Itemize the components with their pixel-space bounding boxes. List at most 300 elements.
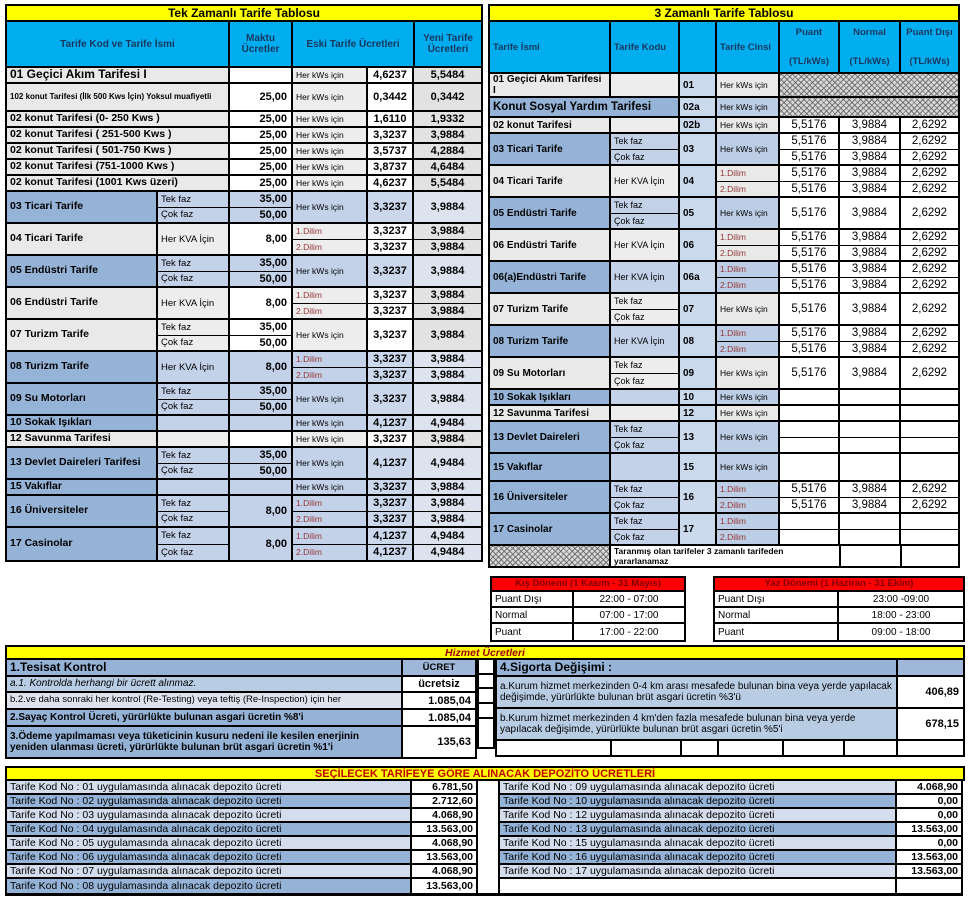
eski-column <box>368 320 414 350</box>
tariff-name-cell <box>7 224 158 254</box>
tariff-name-cell <box>490 166 611 196</box>
tariff-name: 17 Casinolar <box>10 537 73 550</box>
tariff-name: 10 Sokak Işıkları <box>493 391 571 403</box>
deposit-amount: 13.563,00 <box>897 823 961 835</box>
cins-cell: Her kWs için <box>293 144 366 158</box>
maktu-cell: 8,00 <box>230 496 291 526</box>
tariff-row <box>7 480 481 496</box>
faz-cell: Tek faz <box>611 134 678 149</box>
empty-cell <box>784 741 845 755</box>
header-puant <box>780 22 840 72</box>
faz-cell: Tek faz <box>611 358 678 373</box>
tariff-row <box>490 514 958 546</box>
maktu-cell: 50,00 <box>230 463 291 479</box>
cins-column <box>293 176 368 190</box>
normal-cell: 3,9884 <box>840 482 899 497</box>
eski-column <box>368 384 414 414</box>
disi-column <box>901 262 958 292</box>
cins-column <box>293 384 368 414</box>
deposit-amount: 13.563,00 <box>897 865 961 877</box>
eski-cell: 3,3237 <box>368 288 412 303</box>
service-fee: 135,63 <box>403 727 475 757</box>
hatch-cell <box>780 529 838 545</box>
period-time: 07:00 - 17:00 <box>599 609 659 621</box>
sub-cell: Çok faz <box>158 399 228 415</box>
code-cell: 03 <box>680 134 715 164</box>
rcins-column <box>717 390 780 404</box>
faz-column <box>611 134 680 164</box>
maktu-cell: 8,00 <box>230 528 291 560</box>
tariff-name: 01 Geçici Akım Tarifesi I <box>493 74 602 96</box>
uc-zamanli-header <box>490 22 958 74</box>
faz-cell <box>611 118 678 132</box>
normal-column <box>840 134 901 164</box>
tariff-name-cell <box>7 384 158 414</box>
tariff-name: 16 Üniversiteler <box>493 491 568 503</box>
header-tarife-ismi: Tarife İsmi <box>490 22 611 72</box>
tariff-name: 05 Endüstri Tarife <box>493 207 577 219</box>
header-puant-disi-unit: (TL/kWs) <box>909 56 950 67</box>
eski-column <box>368 480 414 494</box>
service-row <box>497 660 963 677</box>
sub-cell: Tek faz <box>158 384 228 399</box>
yeni-column <box>414 256 481 286</box>
tariff-name: 01 Geçici Akım Tarifesi I <box>10 68 147 82</box>
tariff-name: 06(a)Endüstri Tarife <box>493 271 587 283</box>
cins-column <box>293 224 368 254</box>
eski-cell: 3,3237 <box>368 352 412 367</box>
maktu-cell: 35,00 <box>230 256 291 271</box>
sub-column <box>158 416 230 430</box>
sub-column <box>158 528 230 560</box>
tariff-name: 03 Ticari Tarife <box>10 200 84 213</box>
tariff-row <box>490 118 958 134</box>
tariff-name-cell <box>490 262 611 292</box>
eski-column <box>368 224 414 254</box>
eski-cell: 0,3442 <box>368 84 412 110</box>
header-puant-disi-label: Puant Dışı <box>906 27 953 38</box>
service-row <box>7 710 475 727</box>
eski-cell: 3,3237 <box>368 496 412 511</box>
rcins-cell: Her kWs için <box>717 134 778 164</box>
tariff-row <box>7 128 481 144</box>
rcins-cell: Her kWs için <box>717 74 778 96</box>
deposit-amount: 4.068,90 <box>412 837 476 849</box>
faz-cell: Çok faz <box>611 373 678 389</box>
yeni-cell: 4,9484 <box>414 528 481 544</box>
code-cell: 04 <box>680 166 715 196</box>
uc-zamanli-table <box>488 4 960 568</box>
code-column <box>680 482 717 512</box>
puant-cell: 5,5176 <box>780 358 838 388</box>
tariff-name-cell <box>7 320 158 350</box>
tariff-name: 05 Endüstri Tarife <box>10 264 98 277</box>
maktu-cell: 35,00 <box>230 448 291 463</box>
faz-cell <box>611 74 678 96</box>
faz-column <box>611 326 680 356</box>
kis-donemi-table <box>490 576 686 642</box>
puant-cell: 5,5176 <box>780 482 838 497</box>
tek-zamanli-title: Tek Zamanlı Tarife Tablosu <box>7 6 481 22</box>
tariff-name: 03 Ticari Tarife <box>493 143 563 155</box>
cins-cell: Her kWs için <box>293 448 366 478</box>
eski-cell: 4,6237 <box>368 176 412 190</box>
deposit-label: Tarife Kod No : 05 uygulamasında alınacak depozito ücreti <box>7 837 412 849</box>
empty-cell <box>479 675 493 689</box>
deposit-row <box>500 865 961 879</box>
hatch-cell <box>901 437 958 453</box>
header-tarife-cinsi: Tarife Cinsi <box>717 22 780 72</box>
sub-cell <box>158 480 228 494</box>
maktu-cell: 35,00 <box>230 320 291 335</box>
faz-cell: Çok faz <box>611 529 678 545</box>
hatch-cell <box>901 529 958 545</box>
maktu-cell: 25,00 <box>230 160 291 174</box>
maktu-cell: 8,00 <box>230 288 291 318</box>
tariff-name: 07 Turizm Tarife <box>493 303 569 315</box>
faz-cell: Her KVA İçin <box>611 262 678 292</box>
empty-cell <box>841 546 902 566</box>
puant-cell: 5,5176 <box>780 497 838 513</box>
yeni-column <box>414 448 481 478</box>
yeni-column <box>414 320 481 350</box>
tariff-name: 02 konut Tarifesi (1001 Kws üzeri) <box>10 176 178 189</box>
faz-cell: Tek faz <box>611 294 678 309</box>
sub-cell: Her KVA İçin <box>158 288 228 318</box>
hizmet-gap-cells <box>477 660 495 749</box>
tariff-row <box>7 496 481 528</box>
eski-column <box>368 352 414 382</box>
tariff-name-cell <box>7 160 230 174</box>
code-cell: 05 <box>680 198 715 228</box>
code-column <box>680 422 717 452</box>
service-fee: 678,15 <box>898 709 963 739</box>
faz-column <box>611 166 680 196</box>
hatch-cell <box>901 454 958 480</box>
sub-cell <box>158 416 228 430</box>
sub-column <box>158 256 230 286</box>
faz-cell: Çok faz <box>611 497 678 513</box>
maktu-column <box>230 320 293 350</box>
sub-cell: Her KVA İçin <box>158 224 228 254</box>
code-column <box>680 198 717 228</box>
depozito-left-block <box>5 781 478 895</box>
tariff-row <box>7 528 481 560</box>
empty-cell <box>479 689 493 704</box>
sub-cell: Çok faz <box>158 463 228 479</box>
normal-cell: 3,9884 <box>840 198 899 228</box>
yeni-column <box>414 496 481 526</box>
rcins-cell: Her kWs için <box>717 422 778 452</box>
maktu-cell: 25,00 <box>230 144 291 158</box>
maktu-column <box>230 160 293 174</box>
yeni-cell: 3,9884 <box>414 303 481 319</box>
hizmet-ucretleri-section <box>5 645 965 759</box>
tariff-name: 02 konut Tarifesi ( 501-750 Kws ) <box>10 144 172 157</box>
hatch-cell <box>901 422 958 437</box>
eski-cell: 4,1237 <box>368 544 412 561</box>
header-normal <box>840 22 901 72</box>
puant-cell: 5,5176 <box>780 118 838 132</box>
puant-column <box>780 390 840 404</box>
deposit-row <box>7 837 476 851</box>
eski-cell: 4,1237 <box>368 448 412 478</box>
service-fee <box>898 660 963 675</box>
rcins-cell: Her kWs için <box>717 358 778 388</box>
cins-cell: Her kWs için <box>293 384 366 414</box>
tariff-row <box>490 390 958 406</box>
hizmet-ucretleri-title: Hizmet Ücretleri <box>5 645 965 660</box>
header-maktu-ucretler: Maktu Ücretler <box>230 22 293 66</box>
rcins-cell: 1.Dilim <box>717 262 778 277</box>
eski-cell: 3,3237 <box>368 192 412 222</box>
empty-row <box>500 879 961 893</box>
eski-column <box>368 128 414 142</box>
sub-cell: Tek faz <box>158 528 228 544</box>
tek-zamanli-table <box>5 4 483 562</box>
rcins-cell: 1.Dilim <box>717 166 778 181</box>
tariff-row <box>490 198 958 230</box>
normal-column <box>840 118 901 132</box>
normal-column <box>840 326 901 356</box>
maktu-cell: 35,00 <box>230 384 291 399</box>
code-cell: 02a <box>680 98 715 116</box>
yeni-cell: 3,9884 <box>414 496 481 511</box>
tariff-name: Konut Sosyal Yardım Tarifesi <box>493 100 652 113</box>
rcins-column <box>717 230 780 260</box>
sub-column <box>158 320 230 350</box>
tariff-name-cell <box>490 454 611 480</box>
faz-cell: Tek faz <box>611 514 678 529</box>
cins-cell: Her kWs için <box>293 128 366 142</box>
empty-cell <box>500 879 897 893</box>
normal-cell: 3,9884 <box>840 230 899 245</box>
tariff-name-cell <box>490 118 611 132</box>
rcins-cell: 2.Dilim <box>717 245 778 261</box>
puant-column <box>780 262 840 292</box>
rcins-column <box>717 358 780 388</box>
eski-column <box>368 448 414 478</box>
period-time: 23:00 -09:00 <box>872 593 930 605</box>
maktu-cell: 25,00 <box>230 176 291 190</box>
tariff-row <box>490 262 958 294</box>
disi-column <box>901 358 958 388</box>
tariff-name-cell <box>7 416 158 430</box>
rcins-cell: 2.Dilim <box>717 181 778 197</box>
tariff-name: 12 Savunma Tarifesi <box>10 432 111 445</box>
rcins-column <box>717 406 780 420</box>
eski-column <box>368 288 414 318</box>
eski-column <box>368 496 414 526</box>
eski-column <box>368 160 414 174</box>
code-column <box>680 166 717 196</box>
tariff-name-cell <box>7 84 230 110</box>
yeni-cell: 4,9484 <box>414 416 481 430</box>
sub-cell: Çok faz <box>158 335 228 351</box>
cins-cell: 1.Dilim <box>293 496 366 511</box>
header-yeni-tarife: Yeni Tarife Ücretleri <box>423 33 473 55</box>
maktu-cell <box>230 480 291 494</box>
cins-column <box>293 448 368 478</box>
tariff-row <box>490 326 958 358</box>
tariff-row <box>490 166 958 198</box>
tariff-row <box>490 422 958 454</box>
cins-cell: Her kWs için <box>293 256 366 286</box>
tariff-name: 16 Üniversiteler <box>10 504 89 517</box>
deposit-row <box>500 795 961 809</box>
bottom-divider-line <box>5 893 963 896</box>
rcins-cell: 1.Dilim <box>717 482 778 497</box>
hatch-cell <box>780 454 838 480</box>
maktu-column <box>230 176 293 190</box>
sub-column <box>158 496 230 526</box>
deposit-label: Tarife Kod No : 15 uygulamasında alınacak depozito ücreti <box>500 837 897 849</box>
faz-column <box>611 390 680 404</box>
empty-cell <box>682 741 719 755</box>
yeni-cell: 3,9884 <box>414 480 481 494</box>
hatch-cell <box>780 390 838 404</box>
maktu-cell: 8,00 <box>230 224 291 254</box>
tariff-name-cell <box>490 134 611 164</box>
faz-cell: Her KVA İçin <box>611 326 678 356</box>
disi-cell: 2,6292 <box>901 497 958 513</box>
faz-cell <box>611 454 678 480</box>
yeni-cell: 4,9484 <box>414 448 481 478</box>
period-time: 18:00 - 23:00 <box>871 609 931 621</box>
tariff-name: 02 konut Tarifesi (0- 250 Kws ) <box>10 112 160 125</box>
disi-cell: 2,6292 <box>901 341 958 357</box>
rcins-cell: Her kWs için <box>717 390 778 404</box>
maktu-column <box>230 432 293 446</box>
code-cell: 16 <box>680 482 715 512</box>
faz-column <box>611 422 680 452</box>
tariff-row <box>7 68 481 84</box>
yeni-cell: 3,9884 <box>414 224 481 239</box>
deposit-label: Tarife Kod No : 13 uygulamasında alınacak depozito ücreti <box>500 823 897 835</box>
cins-column <box>293 288 368 318</box>
tariff-name: 02 konut Tarifesi ( 251-500 Kws ) <box>10 128 172 141</box>
tariff-name-cell <box>7 432 158 446</box>
tariff-name: 06 Endüstri Tarife <box>10 296 98 309</box>
rcins-column <box>717 134 780 164</box>
rcins-cell: 2.Dilim <box>717 497 778 513</box>
tariff-row <box>7 320 481 352</box>
deposit-amount: 4.068,90 <box>897 781 961 793</box>
code-cell: 13 <box>680 422 715 452</box>
cins-cell: 2.Dilim <box>293 239 366 255</box>
eski-cell: 3,3237 <box>368 128 412 142</box>
tariff-row <box>7 176 481 192</box>
rcins-column <box>717 454 780 480</box>
cins-column <box>293 112 368 126</box>
faz-cell: Tek faz <box>611 482 678 497</box>
faz-column <box>611 454 680 480</box>
yeni-column <box>414 68 481 82</box>
deposit-amount: 13.563,00 <box>412 851 476 863</box>
cins-cell: Her kWs için <box>293 192 366 222</box>
rcins-cell: 2.Dilim <box>717 277 778 293</box>
faz-column <box>611 198 680 228</box>
cins-column <box>293 416 368 430</box>
yeni-cell: 3,9884 <box>414 432 481 446</box>
yeni-cell: 0,3442 <box>414 84 481 110</box>
cins-cell: 2.Dilim <box>293 367 366 383</box>
code-cell: 06a <box>680 262 715 292</box>
header-tarife-kodu: Tarife Kodu <box>611 22 680 72</box>
hatch-cell <box>901 390 958 404</box>
normal-column <box>840 166 901 196</box>
tariff-name: 13 Devlet Daireleri Tarifesi <box>10 456 141 469</box>
tariff-name-cell <box>490 390 611 404</box>
rcins-cell: Her kWs için <box>717 118 778 132</box>
yeni-column <box>414 192 481 222</box>
normal-column <box>840 422 901 452</box>
tariff-name-cell <box>7 448 158 478</box>
faz-column <box>611 358 680 388</box>
faz-column <box>611 514 680 544</box>
normal-cell: 3,9884 <box>840 497 899 513</box>
tariff-row <box>490 454 958 482</box>
yeni-column <box>414 432 481 446</box>
yeni-column <box>414 128 481 142</box>
code-cell: 01 <box>680 74 715 96</box>
yeni-cell: 5,5484 <box>414 176 481 190</box>
service-row <box>7 693 475 710</box>
sub-column <box>158 352 230 382</box>
deposit-amount: 0,00 <box>897 809 961 821</box>
season-row <box>492 608 684 624</box>
service-label: 2.Sayaç Kontrol Ücreti, yürürlükte bulunan asgari ücretin %8'i <box>7 710 403 725</box>
puant-cell: 5,5176 <box>780 166 838 181</box>
maktu-column <box>230 84 293 110</box>
yeni-cell: 4,9484 <box>414 544 481 561</box>
header-normal-unit: (TL/kWs) <box>849 56 890 67</box>
eski-column <box>368 112 414 126</box>
empty-cell <box>845 741 898 755</box>
cins-column <box>293 256 368 286</box>
deposit-row <box>7 781 476 795</box>
yeni-cell: 3,9884 <box>414 288 481 303</box>
deposit-amount: 6.781,50 <box>412 781 476 793</box>
sub-cell <box>158 432 228 446</box>
service-label: 4.Sigorta Değişimi : <box>497 660 898 675</box>
rcins-cell: Her kWs için <box>717 294 778 324</box>
tariff-row <box>7 416 481 432</box>
depozito-body <box>5 781 965 895</box>
deposit-amount: 13.563,00 <box>897 851 961 863</box>
normal-column <box>840 482 901 512</box>
deposit-row <box>500 837 961 851</box>
service-row <box>497 709 963 741</box>
sub-column <box>158 432 230 446</box>
deposit-row <box>7 865 476 879</box>
cins-column <box>293 496 368 526</box>
eski-cell: 3,3237 <box>368 511 412 527</box>
kis-donemi-rows <box>492 592 684 640</box>
sub-cell: Çok faz <box>158 271 228 287</box>
deposit-label: Tarife Kod No : 02 uygulamasında alınacak depozito ücreti <box>7 795 412 807</box>
yeni-column <box>414 384 481 414</box>
cins-column <box>293 432 368 446</box>
tariff-name-cell <box>7 352 158 382</box>
maktu-column <box>230 68 293 82</box>
empty-cell <box>902 546 958 566</box>
disi-column <box>901 422 958 452</box>
rcins-cell: 1.Dilim <box>717 230 778 245</box>
eski-cell: 3,3237 <box>368 303 412 319</box>
cins-column <box>293 528 368 560</box>
tariff-name-cell <box>490 482 611 512</box>
